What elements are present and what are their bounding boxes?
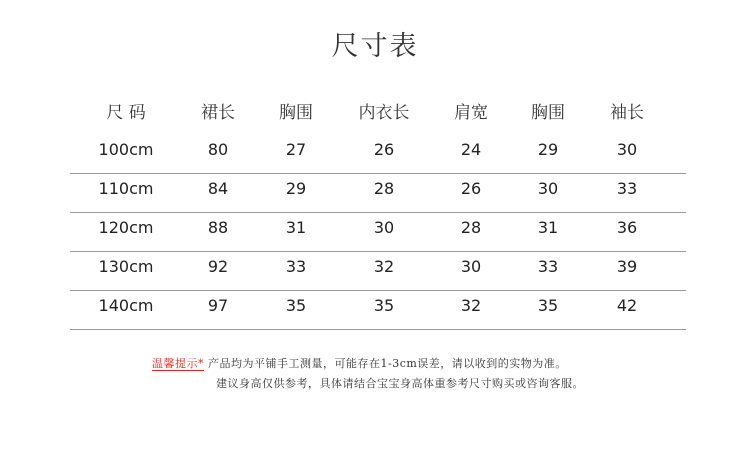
cell-inner-length: 30 [373,218,395,237]
cell-inner-length: 26 [373,140,395,159]
cell-chest-2: 35 [537,296,559,315]
tip-line-1 [152,355,567,371]
cell-chest: 27 [285,140,307,159]
cell-chest: 31 [285,218,307,237]
cell-skirt-length: 80 [207,140,229,159]
cell-sleeve: 33 [616,179,638,198]
table-row [70,173,686,213]
cell-size: 120cm [98,218,154,237]
cell-sleeve: 36 [616,218,638,237]
header-skirt-length: 裙长 [201,103,235,123]
cell-shoulder: 28 [460,218,482,237]
cell-chest: 29 [285,179,307,198]
cell-chest: 33 [285,257,307,276]
header-inner-length: 内衣长 [358,103,410,123]
cell-size: 130cm [98,257,154,276]
cell-inner-length: 35 [373,296,395,315]
cell-size: 100cm [98,140,154,159]
header-chest: 胸围 [279,103,313,123]
cell-sleeve: 39 [616,257,638,276]
page-title: 尺寸表 [331,31,419,62]
cell-chest-2: 31 [537,218,559,237]
cell-skirt-length: 97 [207,296,229,315]
table-row [70,134,686,174]
table-header [70,98,686,123]
header-shoulder: 肩宽 [454,103,488,123]
cell-size: 140cm [98,296,154,315]
cell-skirt-length: 92 [207,257,229,276]
tip-line-2: 建议身高仅供参考，具体请结合宝宝身高体重参考尺寸购买或咨询客服。 [216,377,584,390]
cell-chest-2: 33 [537,257,559,276]
header-chest-2: 胸围 [531,103,565,123]
cell-shoulder: 24 [460,140,482,159]
table-row [70,212,686,252]
cell-shoulder: 32 [460,296,482,315]
table-row [70,290,686,330]
tip-label: 温馨提示* [152,357,204,370]
table-row [70,251,686,291]
tip-text-1: 产品均为平铺手工测量，可能存在1-3cm误差，请以收到的实物为准。 [208,357,567,370]
cell-size: 110cm [98,179,154,198]
cell-inner-length: 28 [373,179,395,198]
cell-chest-2: 29 [537,140,559,159]
cell-shoulder: 30 [460,257,482,276]
cell-inner-length: 32 [373,257,395,276]
cell-sleeve: 30 [616,140,638,159]
cell-shoulder: 26 [460,179,482,198]
header-sleeve: 袖长 [610,103,644,123]
header-size: 尺 码 [106,103,146,123]
cell-chest-2: 30 [537,179,559,198]
cell-skirt-length: 84 [207,179,229,198]
cell-chest: 35 [285,296,307,315]
cell-skirt-length: 88 [207,218,229,237]
cell-sleeve: 42 [616,296,638,315]
